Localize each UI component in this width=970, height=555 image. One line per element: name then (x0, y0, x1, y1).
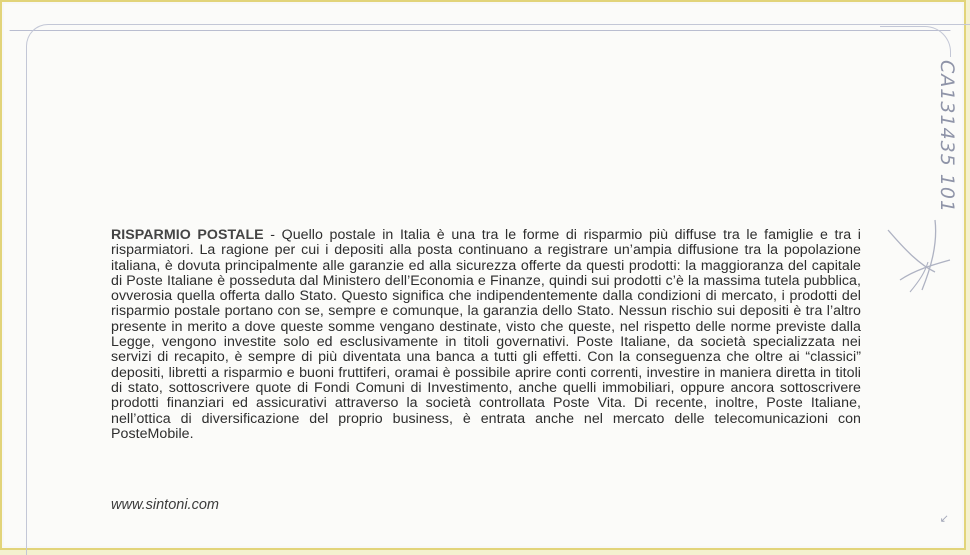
body-paragraph: Quello postale in Italia è una tra le forme di risparmio più diffuse tra le famiglie e tra i risparmiatori. La ragione per cui i depositi alla posta continuano a registrare un’ampia diffusione tra la popolazione italiana, è dovuta principalmente alle garanzie ed alla sicurezza offerte da questi prodotti: la maggioranza del capitale di Poste Italiane è posseduta dal Ministero dell’Economia e Finanze, quindi sui prodotti c’è la massima tutela pubblica, ovverosia quella offerta dallo Stato. Questo significa che indipendentemente dalla condizioni di mercato, i prodotti del risparmio postale portano con se, sempre e comunque, la garanzia dello Stato. Nessun rischio sui depositi è tra l’altro presente in merito a dove queste somme vengano destinate, visto che queste, nel rispetto delle norme previste dalla Legge, vengono investite solo ed esclusivamente in titoli governativi. Poste Italiane, da società specializzata nei servizi di recapito, è sempre di più diventata una banca a tutti gli effetti. Con la conseguenza che oltre ai “classici” depositi, libretti a risparmio e buoni fruttiferi, oramai è possibile aprire conti correnti, investire in maniera diretta in titoli di stato, sottoscrivere quote di Fondi Comuni di Investimento, anche quelli immobiliari, oppure ancora sottoscrivere prodotti finanziari ed assicurativi attraverso la società controllata Poste Vita. Di recente, inoltre, Poste Italiane, nell’ottica di diversificazione del proprio business, è entrata anche nel mercato delle telecomunicazioni con PosteMobile. (111, 227, 861, 442)
section-heading: RISPARMIO POSTALE (111, 227, 264, 243)
heading-separator: - (263, 227, 282, 243)
website-link[interactable]: www.sintoni.com (111, 497, 219, 513)
description-text (111, 228, 861, 442)
handwritten-pencil-note: CA131435 101 (936, 60, 958, 214)
corner-pencil-mark: ↘ (938, 513, 952, 524)
pencil-signature-icon (880, 210, 960, 300)
insert-card-corner (880, 26, 951, 57)
